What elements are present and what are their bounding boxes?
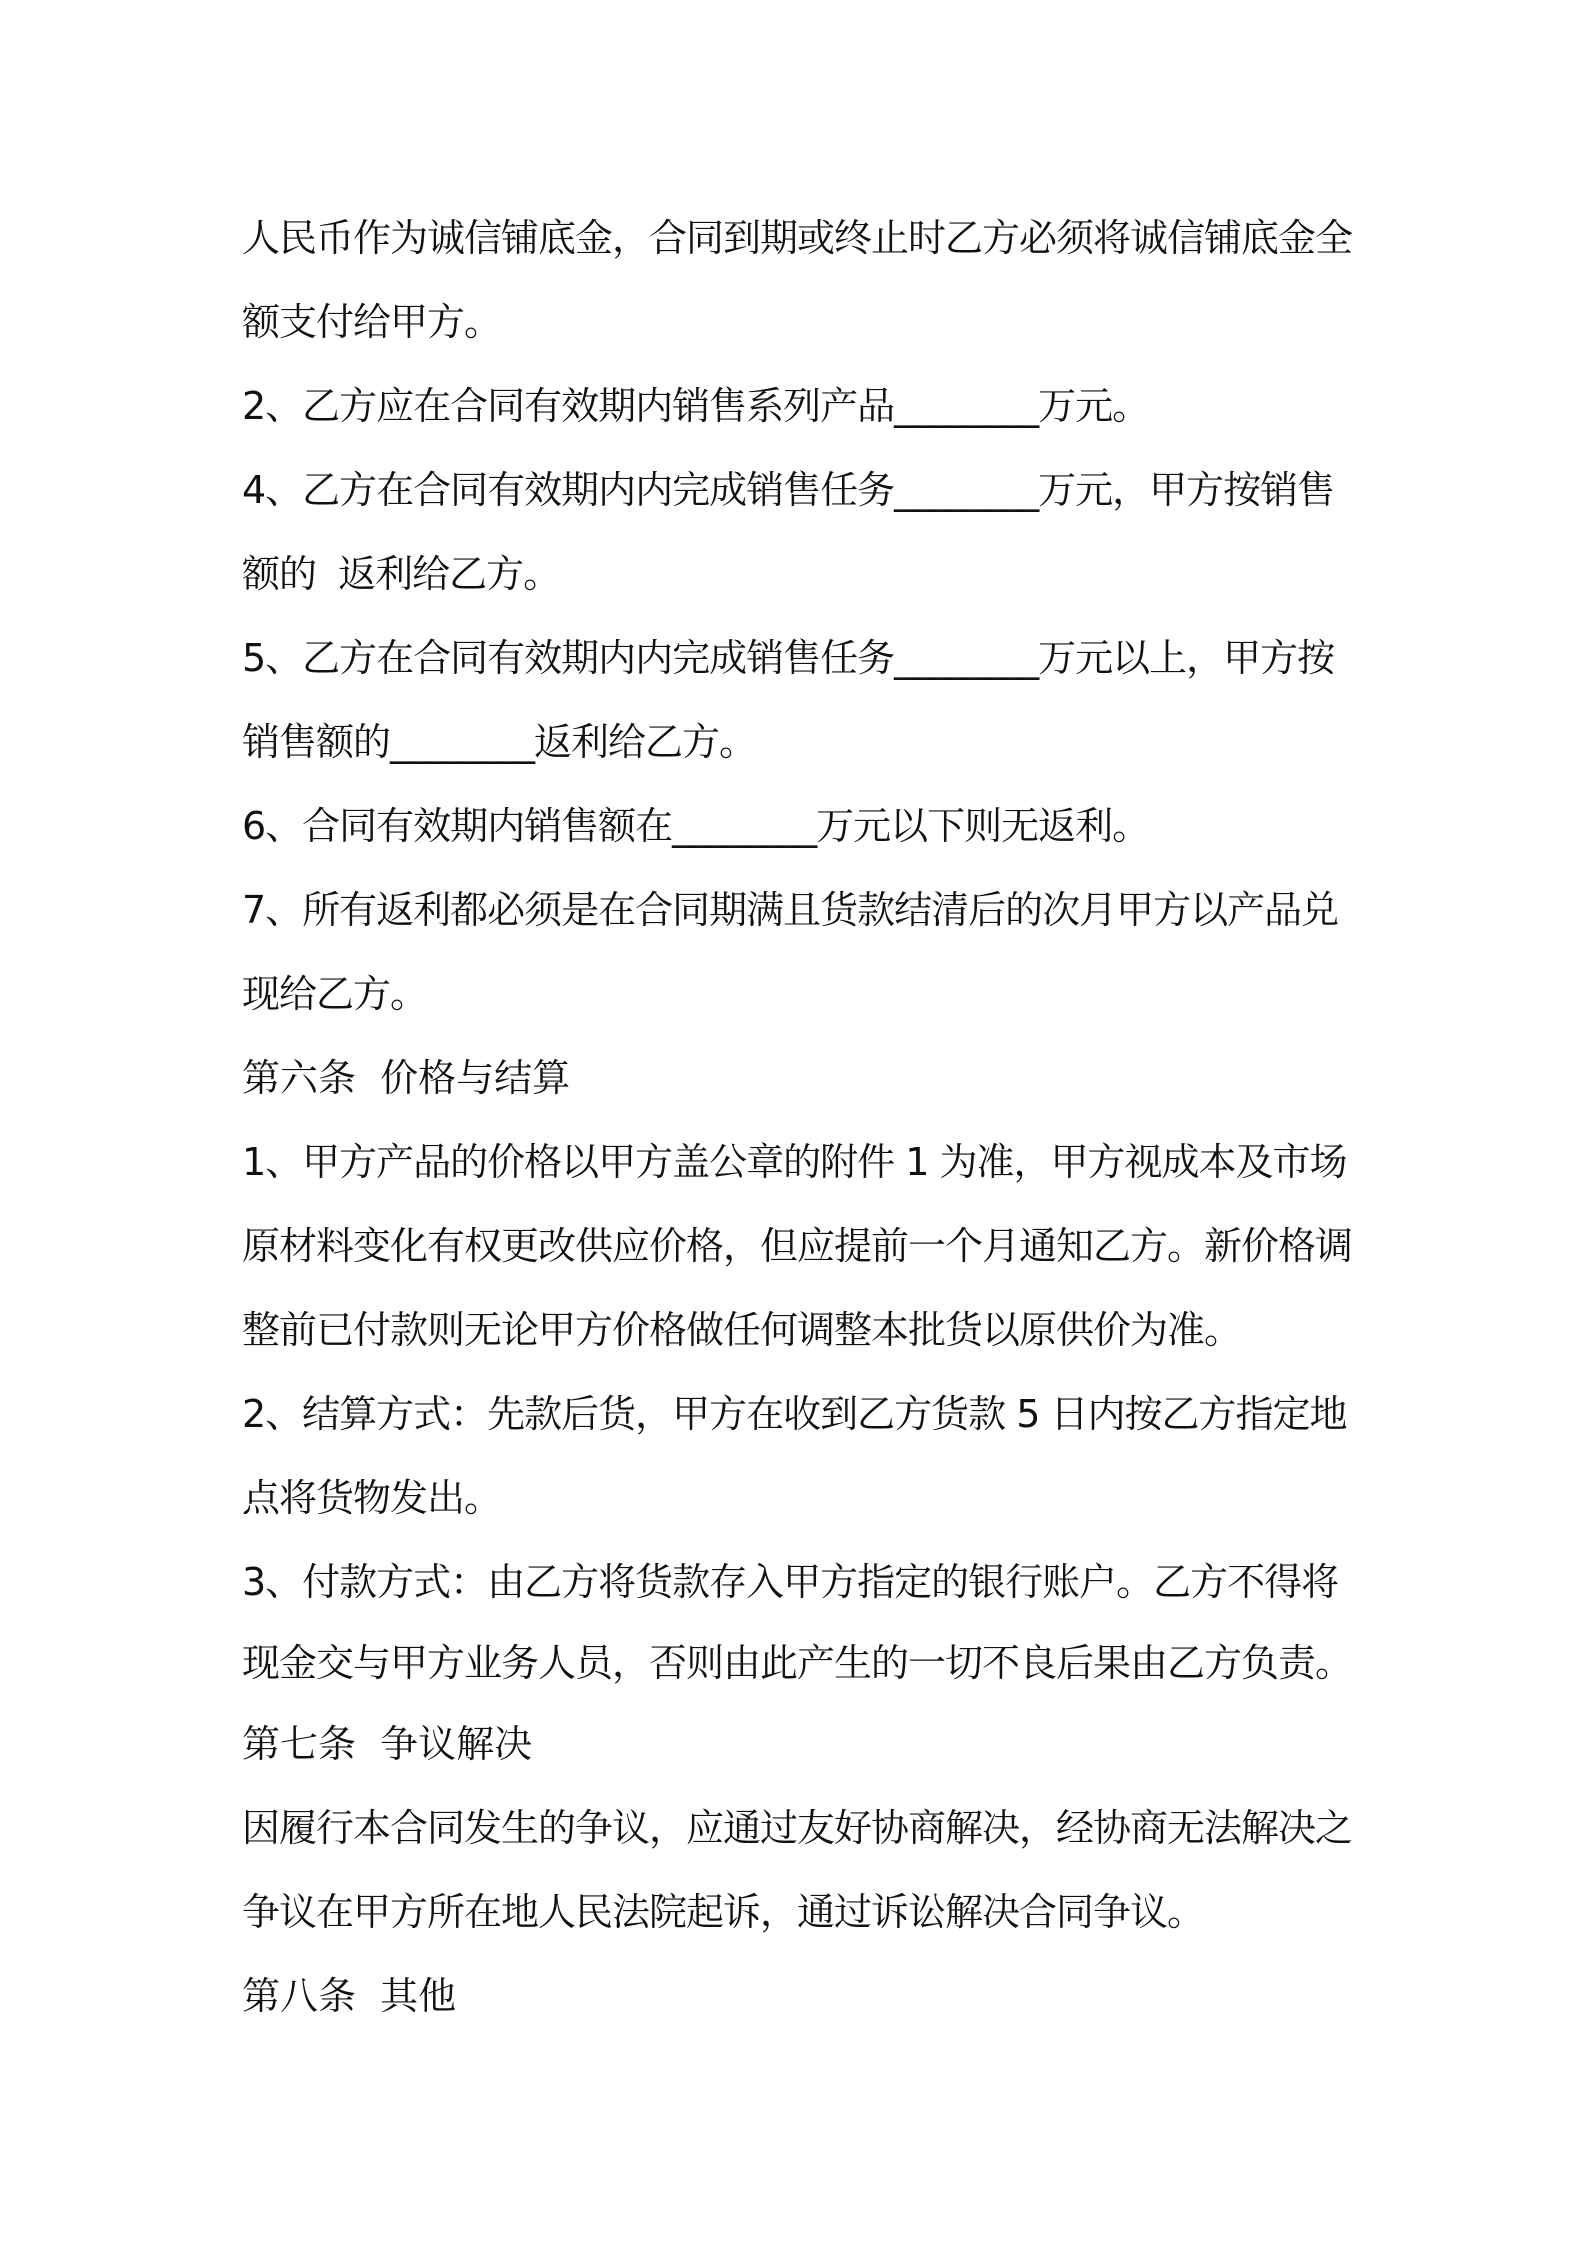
clause-7-line: 现给乙方。 (242, 972, 428, 1016)
dispute-paragraph-line: 争议在甲方所在地人民法院起诉，通过诉讼解决合同争议。 (242, 1890, 1205, 1934)
clause-7-line: 7、所有返利都必须是在合同期满且货款结清后的次月甲方以产品兑 (242, 888, 1339, 932)
clause-2-line: 2、乙方应在合同有效期内销售系列产品________万元。 (242, 384, 1150, 428)
section-heading-article-6: 第六条 价格与结算 (242, 1056, 571, 1100)
clause-6-line: 6、合同有效期内销售额在________万元以下则无返利。 (242, 804, 1150, 848)
paragraph-line: 人民币作为诚信铺底金，合同到期或终止时乙方必须将诚信铺底金全 (242, 216, 1353, 260)
clause-5-line: 5、乙方在合同有效期内内完成销售任务________万元以上，甲方按 (242, 636, 1335, 680)
price-clause-1-line: 1、甲方产品的价格以甲方盖公章的附件 1 为准，甲方视成本及市场 (242, 1140, 1347, 1184)
price-clause-2-line: 点将货物发出。 (242, 1476, 502, 1520)
section-heading-article-7: 第七条 争议解决 (242, 1722, 533, 1766)
clause-5-line: 销售额的________返利给乙方。 (242, 720, 757, 764)
document-page (242, 196, 1362, 2038)
dispute-paragraph-line: 因履行本合同发生的争议，应通过友好协商解决，经协商无法解决之 (242, 1806, 1353, 1850)
price-clause-3-line: 3、付款方式：由乙方将货款存入甲方指定的银行账户。乙方不得将 (242, 1560, 1339, 1604)
paragraph-line: 额支付给甲方。 (242, 300, 502, 344)
price-clause-1-line: 整前已付款则无论甲方价格做任何调整本批货以原供价为准。 (242, 1308, 1242, 1352)
price-clause-2-line: 2、结算方式：先款后货，甲方在收到乙方货款 5 日内按乙方指定地 (242, 1392, 1347, 1436)
clause-4-line: 4、乙方在合同有效期内内完成销售任务________万元，甲方按销售 (242, 468, 1335, 512)
clause-4-line: 额的 返利给乙方。 (242, 552, 561, 596)
section-heading-article-8: 第八条 其他 (242, 1974, 457, 2018)
price-clause-3-line: 现金交与甲方业务人员，否则由此产生的一切不良后果由乙方负责。 (242, 1641, 1353, 1685)
price-clause-1-line: 原材料变化有权更改供应价格，但应提前一个月通知乙方。新价格调 (242, 1224, 1353, 1268)
